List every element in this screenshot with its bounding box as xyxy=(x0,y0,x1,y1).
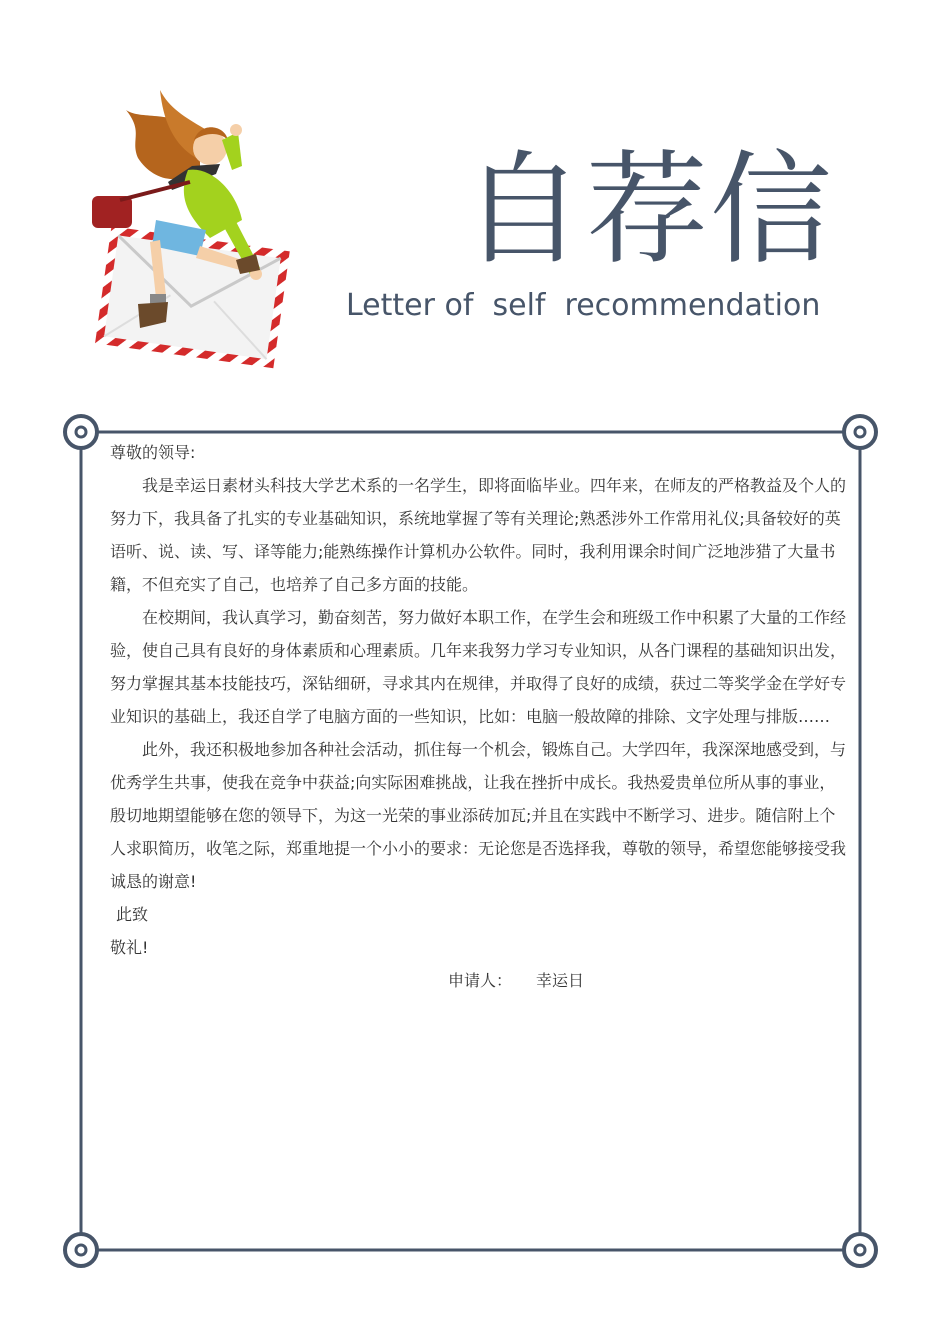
paragraph: 我是幸运日素材头科技大学艺术系的一名学生，即将面临毕业。四年来，在师友的严格教益及个人的努力下，我具备了扎实的专业基础知识，系统地掌握了等有关理论;熟悉涉外工作常用礼仪;具备较好的英语听、说、读、写、译等能力;能熟练操作计算机办公软件。同时，我利用课余时间广泛地涉猎了大量书籍，不但充实了自己，也培养了自己多方面的技能。 xyxy=(110,476,847,594)
paragraph: 在校期间，我认真学习，勤奋刻苦，努力做好本职工作，在学生会和班级工作中积累了大量的工作经验，使自己具有良好的身体素质和心理素质。几年来我努力学习专业知识，从各门课程的基础知识出发，努力掌握其基本技能技巧，深钻细研，寻求其内在规律，并取得了良好的成绩，获过二等奖学金在学好专业知识的基础上，我还自学了电脑方面的一些知识，比如：电脑一般故障的排除、文字处理与排版…… xyxy=(110,608,847,726)
salutation: 尊敬的领导: xyxy=(110,443,196,462)
signature-label: 申请人： xyxy=(448,971,513,990)
corner-ring-icon xyxy=(65,416,97,448)
paragraph: 此外，我还积极地参加各种社会活动，抓住每一个机会，锻炼自己。大学四年，我深深地感受到，与优秀学生共事，使我在竞争中获益;向实际困难挑战，让我在挫折中成长。我热爱贵单位所从事的事业，殷切地期望能够在您的领导下，为这一光荣的事业添砖加瓦;并且在实践中不断学习、进步。随信附上个人求职简历，收笔之际，郑重地提一个小小的要求：无论您是否选择我，尊敬的领导，希望您能够接受我诚恳的谢意! xyxy=(110,740,847,891)
closing-salute: 敬礼! xyxy=(110,938,149,957)
signature-name: 幸运日 xyxy=(536,971,585,990)
corner-ring-icon xyxy=(844,1234,876,1266)
letter-body xyxy=(110,436,848,997)
page-title: 自荐信 xyxy=(462,139,834,281)
page-subtitle: Letter of self recommendation xyxy=(346,288,821,323)
closing-regards: 此致 xyxy=(116,905,149,924)
corner-ring-icon xyxy=(844,416,876,448)
girl-riding-envelope-icon xyxy=(60,70,320,380)
signature-line xyxy=(110,964,848,997)
corner-ring-icon xyxy=(65,1234,97,1266)
